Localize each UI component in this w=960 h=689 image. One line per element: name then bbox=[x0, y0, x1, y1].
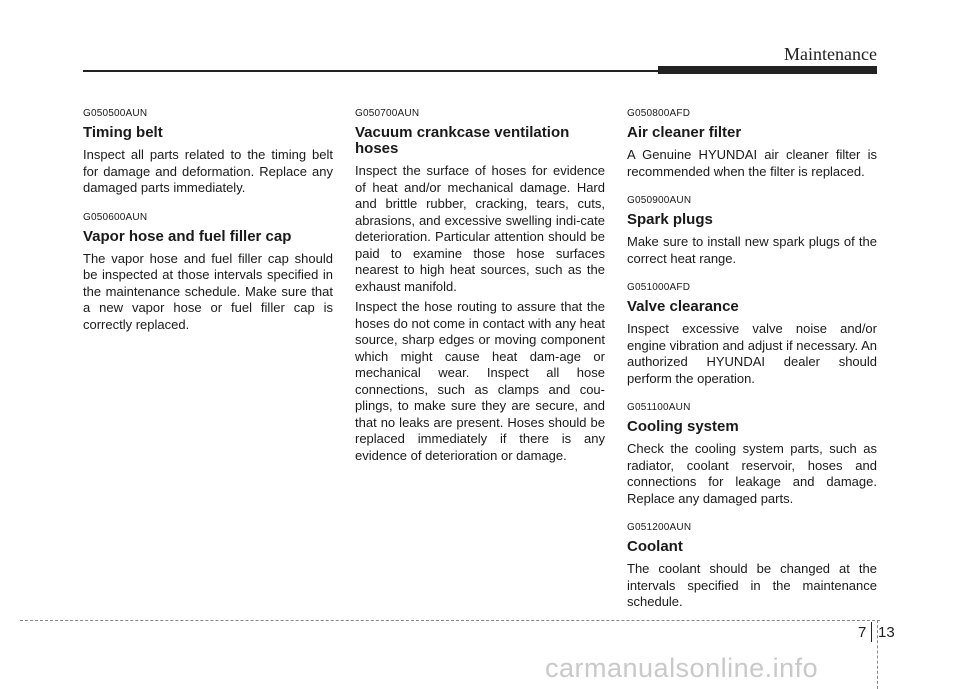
footer-dashed-rule bbox=[20, 620, 880, 621]
section-paragraph: The vapor hose and fuel filler cap should be inspected at those intervals specified in the maintenance schedule. Make sure that a new vapor hose or fuel filler cap is correctly replaced. bbox=[83, 250, 333, 332]
section-paragraph: Inspect the hose routing to assure that the hoses do not come in contact with any heat source, sharp edges or moving component which might cause heat dam-age or mechanical wear. Inspect all hose connections, such as clamps and cou-plings, to make sure they are secure, and that no leaks are present. Hoses should be replaced immediately if there is any evidence of deterioration or damage. bbox=[355, 299, 605, 463]
section-code: G050800AFD bbox=[627, 108, 691, 119]
column-2 bbox=[355, 108, 605, 479]
header-title: Maintenance bbox=[784, 44, 877, 64]
section-code: G051100AUN bbox=[627, 402, 691, 413]
section-heading: Valve clearance bbox=[627, 298, 739, 315]
section-paragraph: Check the cooling system parts, such as radiator, coolant reservoir, hoses and connections for leakage and damage. Replace any damaged parts. bbox=[627, 441, 877, 506]
page-number-separator bbox=[871, 622, 872, 642]
section-code: G050900AUN bbox=[627, 195, 692, 206]
section-heading: Vapor hose and fuel filler cap bbox=[83, 227, 292, 245]
section-code: G050700AUN bbox=[355, 108, 420, 119]
section-timing-belt bbox=[83, 108, 333, 197]
header-rule-thick bbox=[658, 66, 877, 74]
section-paragraph: Inspect excessive valve noise and/or engine vibration and adjust if necessary. An authorized HYUNDAI dealer should perform the operation. bbox=[627, 321, 877, 386]
section-air-cleaner bbox=[627, 108, 877, 180]
section-cooling-system bbox=[627, 402, 877, 507]
section-heading: Vacuum crankcase ventilation hoses bbox=[355, 124, 570, 157]
section-paragraph: Make sure to install new spark plugs of the correct heat range. bbox=[627, 234, 877, 266]
section-paragraph: A Genuine HYUNDAI air cleaner filter is recommended when the filter is replaced. bbox=[627, 147, 877, 179]
chapter-number: 7 bbox=[858, 624, 867, 641]
section-code: G051200AUN bbox=[627, 522, 692, 533]
section-code: G051000AFD bbox=[627, 282, 691, 293]
section-coolant bbox=[627, 522, 877, 611]
section-code: G050500AUN bbox=[83, 108, 148, 119]
section-heading: Air cleaner filter bbox=[627, 124, 742, 141]
section-heading: Spark plugs bbox=[627, 211, 713, 228]
section-paragraph: Inspect the surface of hoses for evidence of heat and/or mechanical damage. Hard and brittle rubber, cracking, tears, cuts, abrasions, and excessive swelling indi-cate deterioration. Particular attention should be paid to examine those hose surfaces nearest to high heat sources, such as the exhaust manifold. bbox=[355, 163, 605, 294]
page-number: 13 bbox=[878, 624, 895, 641]
section-heading: Coolant bbox=[627, 538, 683, 555]
section-heading: Cooling system bbox=[627, 418, 739, 435]
section-vapor-hose bbox=[83, 212, 333, 334]
column-3 bbox=[627, 108, 877, 626]
section-paragraph: Inspect all parts related to the timing belt for damage and deformation. Replace any damaged parts immediately. bbox=[83, 147, 333, 195]
column-1 bbox=[83, 108, 333, 348]
section-vacuum-crankcase bbox=[355, 108, 605, 464]
section-code: G050600AUN bbox=[83, 211, 148, 223]
watermark: carmanualsonline.info bbox=[545, 653, 819, 683]
section-heading: Timing belt bbox=[83, 124, 163, 141]
header-rule-thin bbox=[83, 70, 663, 72]
section-spark-plugs bbox=[627, 195, 877, 267]
section-paragraph: The coolant should be changed at the intervals specified in the maintenance schedule. bbox=[627, 561, 877, 609]
section-valve-clearance bbox=[627, 282, 877, 387]
